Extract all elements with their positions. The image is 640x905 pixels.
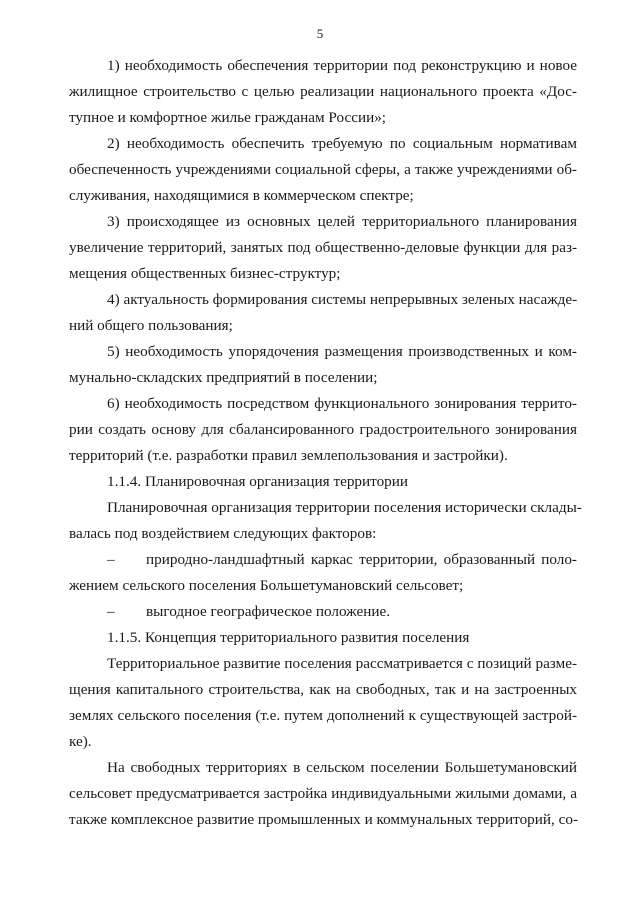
text-line: рии создать основу для сбалансированного градостроительного зонирования [69, 421, 577, 438]
text-line: Планировочная организация территории поселения исторически склады- [107, 499, 582, 516]
text-line: 5) необходимость упорядочения размещения производственных и ком- [107, 343, 577, 360]
text-line: также комплексное развитие промышленных и коммунальных территорий, со- [69, 811, 579, 828]
text-line: 4) актуальность формирования системы непрерывных зеленых насажде- [107, 291, 578, 308]
text-line: тупное и комфортное жилье гражданам России»; [69, 109, 387, 126]
bullet-dash: – [107, 603, 115, 620]
text-line: 3) происходящее из основных целей территориального планирования [107, 213, 577, 230]
section-heading: 1.1.4. Планировочная организация территории [107, 473, 409, 490]
bullet-dash: – [107, 551, 115, 568]
list-item [69, 599, 577, 625]
text-line: сельсовет предусматривается застройка индивидуальными жилыми домами, а [69, 785, 577, 802]
text-line: обеспеченность учреждениями социальной сферы, а также учреждениями об- [69, 161, 577, 178]
text-line: Территориальное развитие поселения рассматривается с позиций разме- [107, 655, 577, 672]
page-number: 5 [316, 26, 324, 41]
text-line: 2) необходимость обеспечить требуемую по социальным нормативам [107, 135, 577, 152]
text-line: выгодное географическое положение. [146, 603, 391, 620]
text-line: служивания, находящимися в коммерческом спектре; [69, 187, 414, 204]
text-line: ке). [69, 733, 92, 750]
text-line: жением сельского поселения Большетумановский сельсовет; [69, 577, 464, 594]
document-body [69, 53, 582, 833]
section-heading: 1.1.5. Концепция территориального развития поселения [107, 629, 470, 646]
text-line: 1) необходимость обеспечения территории под реконструкцию и новое [107, 57, 577, 74]
text-line: 6) необходимость посредством функционального зонирования террито- [107, 395, 577, 412]
text-line: землях сельского поселения (т.е. путем дополнений к существующей застрой- [69, 707, 577, 724]
text-line: природно-ландшафтный каркас территории, образованный поло- [146, 551, 577, 568]
text-line: На свободных территориях в сельском поселении Большетумановский [107, 759, 577, 776]
text-line: увеличение территорий, занятых под общественно-деловые функции для раз- [69, 239, 577, 256]
list-item [69, 547, 577, 573]
text-line: мещения общественных бизнес-структур; [69, 265, 341, 282]
text-line: жилищное строительство с целью реализации национального проекта «Дос- [69, 83, 577, 100]
text-line: территорий (т.е. разработки правил землепользования и застройки). [69, 447, 508, 464]
text-line: ний общего пользования; [69, 317, 233, 334]
text-line: щения капитального строительства, как на свободных, так и на застроенных [69, 681, 577, 698]
text-line: валась под воздействием следующих факторов: [69, 525, 377, 542]
text-line: мунально-складских предприятий в поселении; [69, 369, 378, 386]
